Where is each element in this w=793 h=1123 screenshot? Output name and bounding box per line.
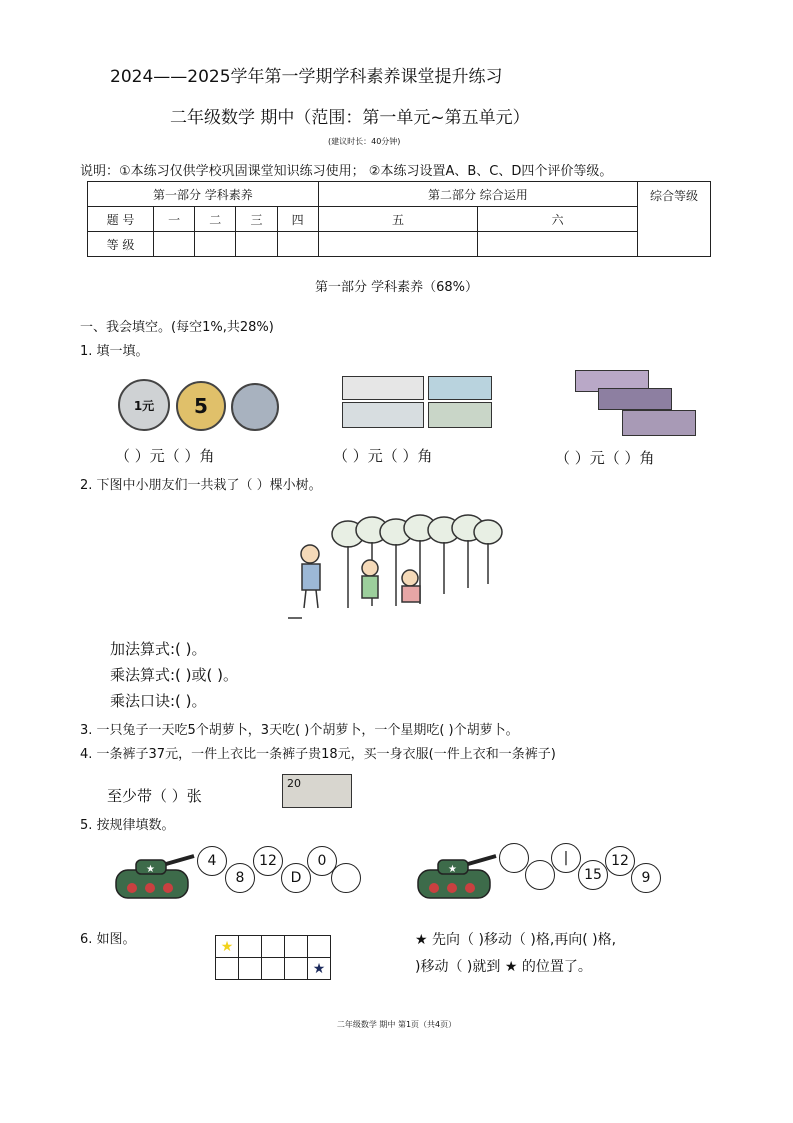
q6-label: 6. 如图。 <box>80 932 136 947</box>
banknote-icon <box>622 410 696 436</box>
page-title: 2024——2025学年第一学期学科素养课堂提升练习 <box>110 67 503 87</box>
sequence-circle[interactable]: 0 <box>307 846 337 876</box>
overall-header: 综合等级 <box>638 182 711 257</box>
navy-star-icon: ★ <box>308 958 331 980</box>
banknote-icon <box>598 388 672 410</box>
col-3: 三 <box>236 207 277 232</box>
sequence-circle[interactable]: 8 <box>225 863 255 893</box>
banknote-icon <box>342 402 424 428</box>
svg-text:★: ★ <box>146 864 155 875</box>
banknote-20-icon: 20 <box>282 774 352 808</box>
time-hint: (建议时长：40分钟) <box>328 137 401 146</box>
instructions: 说明：①本练习仅供学校巩固课堂知识练习使用； ②本练习设置A、B、C、D四个评价等级。 <box>80 164 613 179</box>
page-footer: 二年级数学 期中 第1页（共4页） <box>336 1020 457 1029</box>
grade-cell[interactable] <box>195 232 236 257</box>
part2-header: 第二部分 综合运用 <box>318 182 637 207</box>
sequence-circle[interactable]: D <box>281 863 311 893</box>
sequence-circle: 4 <box>197 846 227 876</box>
sequence-circle: 12 <box>253 846 283 876</box>
q1-answer-1[interactable]: （ ）元（ ）角 <box>115 447 215 465</box>
part1-header: 第一部分 学科素养 <box>88 182 319 207</box>
q6-text-line1[interactable]: ★ 先向（ )移动（ )格,再向( )格, <box>415 932 617 948</box>
row-label-grade: 等 级 <box>88 232 154 257</box>
grade-cell[interactable] <box>236 232 277 257</box>
q4-answer[interactable]: 至少带（ ）张 <box>107 787 202 805</box>
col-2: 二 <box>195 207 236 232</box>
page-subtitle: 二年级数学 期中（范围：第一单元~第五单元） <box>170 108 530 128</box>
q4-text: 4. 一条裤子37元，一件上衣比一条裤子贵18元，买一身衣服(一件上衣和一条裤子) <box>80 747 556 762</box>
col-6: 六 <box>478 207 638 232</box>
col-1: 一 <box>154 207 195 232</box>
q2-multiplication[interactable]: 乘法算式:( )或( )。 <box>110 666 238 684</box>
sequence-circle[interactable]: | <box>551 843 581 873</box>
section-title: 第一部分 学科素养（68%） <box>314 280 479 295</box>
grade-table <box>87 181 711 257</box>
col-5: 五 <box>318 207 478 232</box>
q1-answer-2[interactable]: （ ）元（ ）角 <box>333 447 433 465</box>
sequence-circle: 12 <box>605 846 635 876</box>
q1-answer-3[interactable]: （ ）元（ ）角 <box>555 449 655 467</box>
coin-5-jiao-icon: 5 <box>176 381 226 431</box>
sequence-circle[interactable] <box>499 843 529 873</box>
sequence-circle[interactable] <box>525 860 555 890</box>
q2-addition[interactable]: 加法算式:( )。 <box>110 640 207 658</box>
grade-cell[interactable] <box>277 232 318 257</box>
tank-icon <box>412 850 502 906</box>
sequence-circle[interactable] <box>331 863 361 893</box>
q2-label: 2. 下图中小朋友们一共栽了（ ）棵小树。 <box>80 478 322 493</box>
q6-text-line2[interactable]: )移动（ )就到 ★ 的位置了。 <box>415 959 592 975</box>
children-planting-trees-illustration <box>288 508 508 620</box>
coin-1-yuan-icon: 1元 <box>118 379 170 431</box>
row-label-number: 题 号 <box>88 207 154 232</box>
grade-cell[interactable] <box>318 232 478 257</box>
grade-cell[interactable] <box>154 232 195 257</box>
movement-grid <box>215 935 331 980</box>
banknote-icon <box>428 376 492 400</box>
col-4: 四 <box>277 207 318 232</box>
svg-text:★: ★ <box>448 864 457 875</box>
coin-1-jiao-icon <box>231 383 279 431</box>
yellow-star-icon: ★ <box>216 936 239 958</box>
q3-text: 3. 一只兔子一天吃5个胡萝卜，3天吃( )个胡萝卜，一个星期吃( )个胡萝卜。 <box>80 723 519 738</box>
banknote-icon <box>342 376 424 400</box>
grade-cell[interactable] <box>478 232 638 257</box>
tank-icon <box>110 850 200 906</box>
q2-rhyme[interactable]: 乘法口诀:( )。 <box>110 692 207 710</box>
sequence-circle: 15 <box>578 860 608 890</box>
banknote-icon <box>428 402 492 428</box>
q5-label: 5. 按规律填数。 <box>80 818 175 833</box>
q1-label: 1. 填一填。 <box>80 344 149 359</box>
sequence-circle: 9 <box>631 863 661 893</box>
part-one-heading: 一、我会填空。(每空1%,共28%) <box>80 320 274 335</box>
